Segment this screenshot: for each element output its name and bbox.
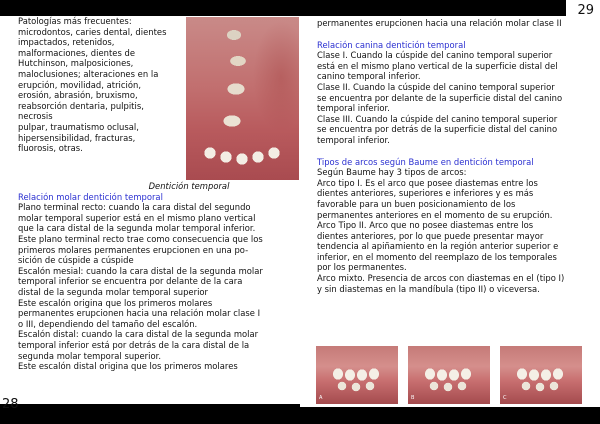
- text-line: hipersensibilidad, fracturas,: [18, 132, 136, 143]
- text-line: Patologías más frecuentes:: [18, 16, 132, 26]
- text-line: temporal inferior está por detrás de la cara distal de la: [18, 339, 250, 350]
- text-line: erupción, movilidad, atrición,: [18, 79, 142, 90]
- text-line: está en el mismo plano vertical de la superficie distal del: [317, 60, 558, 71]
- text-line: primeros molares permanentes erupcionen en una po-: [18, 244, 249, 255]
- text-line: Escalón distal: cuando la cara distal de la segunda molar: [18, 329, 259, 340]
- bottom-black-bar: [300, 407, 600, 424]
- text-line: se encuentra por detrás de la superficie distal del canino: [317, 124, 558, 135]
- text-line: temporal inferior.: [317, 103, 390, 114]
- text-line: favorable para un buen posicionamiento de los: [317, 198, 516, 209]
- photo-label: C: [503, 395, 507, 401]
- paragraph-gap: [317, 146, 592, 157]
- text-line: malformaciones, dientes de: [18, 47, 136, 58]
- section-heading: Tipos de arcos según Baume en dentición temporal: [317, 156, 534, 167]
- text-line: permanentes erupcionen hacia una relación molar clase II: [317, 18, 562, 28]
- text-line: segunda molar temporal superior.: [18, 350, 162, 361]
- top-black-bar: [300, 0, 566, 16]
- text-line: pulpar, traumatismo oclusal,: [18, 121, 139, 132]
- text-line: por los permanentes.: [317, 262, 407, 273]
- text-line: temporal inferior se encuentra por delante de la cara: [18, 276, 243, 287]
- text-line: Hutchinson, malposiciones,: [18, 58, 134, 69]
- text-line: Arco mixto. Presencia de arcos con diastemas en el (tipo I): [317, 273, 565, 284]
- text-line: dientes anteriores, por lo que puede presentar mayor: [317, 230, 544, 241]
- text-line: erosión, abrasión, bruxismo,: [18, 90, 138, 101]
- bottom-black-bar: [0, 404, 300, 424]
- section-heading: Relación canina dentición temporal: [317, 39, 466, 50]
- dentition-photo: [186, 17, 299, 180]
- arch-photo-a: [316, 346, 398, 404]
- arch-type-photos: [316, 346, 584, 404]
- text-line: Arco tipo I. Es el arco que posee diastemas entre los: [317, 177, 538, 188]
- text-line: sición de cúspide a cúspide: [18, 255, 134, 266]
- text-line: tendencia al apiñamiento en la región anterior superior e: [317, 241, 559, 252]
- text-line: que la cara distal de la segunda molar temporal inferior.: [18, 223, 256, 234]
- paragraph-gap: [317, 29, 592, 40]
- text-line: permanentes anteriores en el momento de su erupción.: [317, 209, 553, 220]
- photo-label: B: [411, 395, 415, 401]
- text-line: dientes anteriores, superiores e inferiores y es más: [317, 188, 534, 199]
- section-heading: Relación molar dentición temporal: [18, 191, 163, 202]
- text-line: temporal inferior.: [317, 134, 390, 145]
- right-page: [300, 0, 600, 424]
- text-line: Clase II. Cuando la cúspide del canino temporal superior: [317, 81, 555, 92]
- text-line: se encuentra por delante de la superficie distal del canino: [317, 92, 563, 103]
- text-line: molar temporal superior está en el mismo plano vertical: [18, 212, 256, 223]
- text-line: necrosis: [18, 111, 53, 122]
- text-line: reabsorción dentaria, pulpitis,: [18, 100, 144, 111]
- text-line: impactados, retenidos,: [18, 37, 115, 48]
- text-line: Clase I. Cuando la cúspide del canino temporal superior: [317, 50, 553, 61]
- text-line: canino temporal inferior.: [317, 71, 421, 82]
- text-line: fluorosis, otras.: [18, 143, 83, 154]
- photo-label: A: [319, 395, 323, 401]
- text-line: inferior, en el momento del reemplazo de los temporales: [317, 251, 557, 262]
- text-line: microdontos, caries dental, dientes: [18, 26, 167, 37]
- text-line: Según Baume hay 3 tipos de arcos:: [317, 167, 467, 178]
- page-number: 29: [577, 3, 594, 18]
- top-black-bar: [0, 0, 300, 16]
- text-line: maloclusiones; alteraciones en la: [18, 68, 159, 79]
- pathologies-list: [18, 16, 188, 154]
- text-line: Este escalón distal origina que los primeros molares: [18, 361, 238, 372]
- molar-relation-section: [18, 181, 280, 372]
- text-line: Este escalón origina que los primeros molares: [18, 297, 213, 308]
- page-number: 28: [2, 397, 19, 412]
- text-line: Plano terminal recto: cuando la cara distal del segundo: [18, 202, 251, 213]
- text-line: distal de la segunda molar temporal superior: [18, 286, 209, 297]
- text-line: permanentes erupcionen hacia una relación molar clase I: [18, 308, 261, 319]
- text-line: Arco Tipo II. Arco que no posee diastemas entre los: [317, 220, 534, 231]
- text-line: Clase III. Cuando la cúspide del canino temporal superior: [317, 113, 558, 124]
- right-page-text: [317, 18, 592, 294]
- arch-photo-c: [500, 346, 582, 404]
- text-line: Este plano terminal recto trae como consecuencia que los: [18, 233, 263, 244]
- text-line: o III, dependiendo del tamaño del escalón.: [18, 318, 198, 329]
- arch-photo-b: [408, 346, 490, 404]
- text-line: Escalón mesial: cuando la cara distal de la segunda molar: [18, 265, 263, 276]
- text-line: y sin diastemas en la mandíbula (tipo II) o viceversa.: [317, 283, 540, 294]
- photo-caption: Dentición temporal: [148, 181, 230, 191]
